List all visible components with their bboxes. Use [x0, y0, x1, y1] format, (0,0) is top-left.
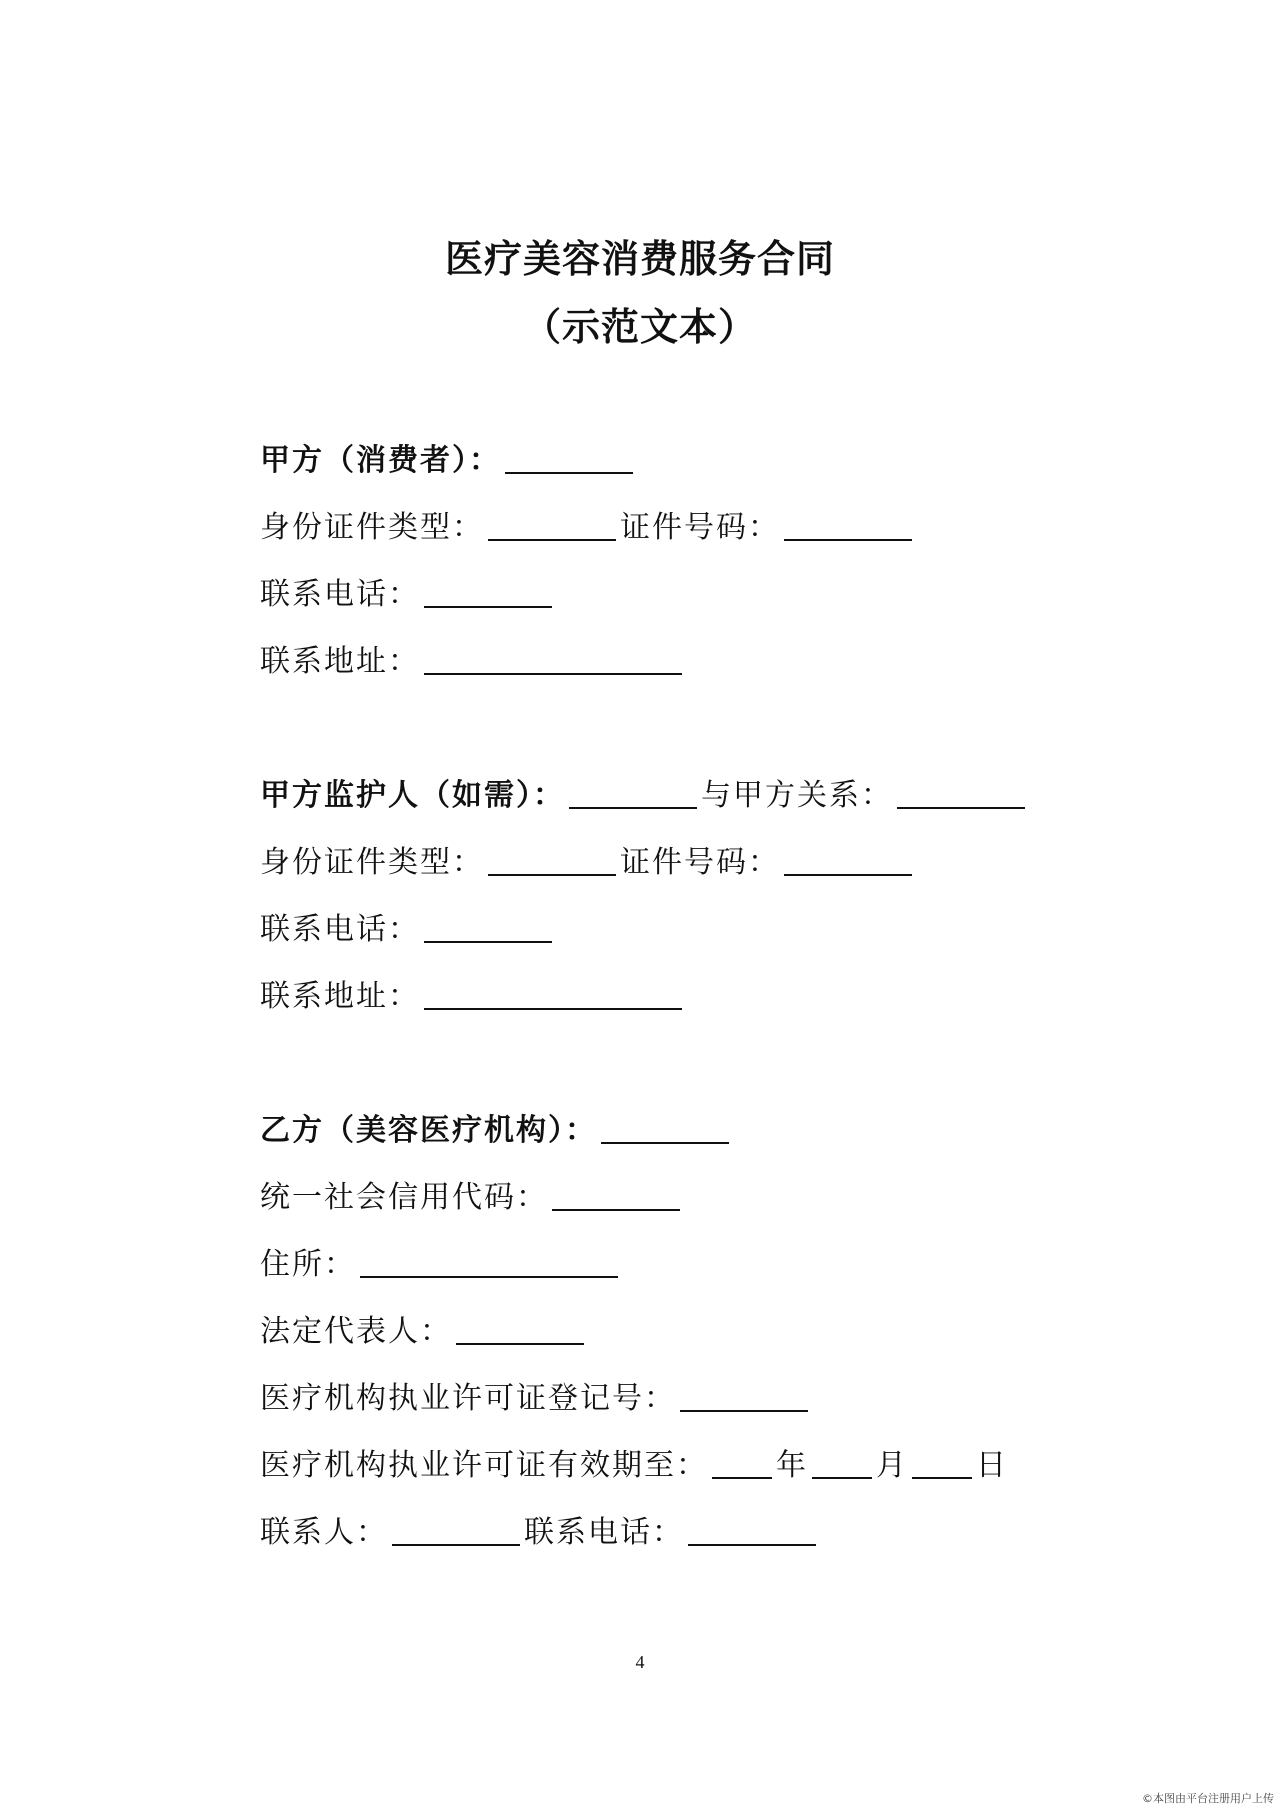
party-b-credit-blank — [552, 1179, 680, 1211]
guardian-line — [260, 773, 1029, 813]
party-b-contact-phone-blank — [688, 1514, 816, 1546]
upload-watermark: ©本图由平台注册用户上传 — [1142, 1792, 1274, 1805]
party-a-id-number-blank — [784, 509, 912, 541]
guardian-phone-line — [260, 907, 556, 947]
party-a-address-blank — [424, 643, 682, 675]
guardian-id-type-blank — [488, 844, 616, 876]
party-a-id-line — [260, 505, 916, 545]
year-blank — [712, 1447, 772, 1479]
guardian-relation-blank — [897, 777, 1025, 809]
month-label: 月 — [876, 1448, 908, 1483]
day-blank — [912, 1447, 972, 1479]
party-b-contact-label: 联系人： — [260, 1515, 388, 1550]
party-b-license-no-label: 医疗机构执业许可证登记号： — [260, 1381, 676, 1416]
year-label: 年 — [776, 1448, 808, 1483]
guardian-address-blank — [424, 978, 682, 1010]
guardian-heading: 甲方监护人（如需）： — [260, 778, 565, 813]
month-blank — [812, 1447, 872, 1479]
party-b-residence-line — [260, 1242, 622, 1282]
guardian-id-type-label: 身份证件类型： — [260, 845, 484, 880]
party-b-contact-line — [260, 1510, 820, 1550]
party-b-contact-blank — [392, 1514, 520, 1546]
party-a-name-blank — [505, 442, 633, 474]
day-label: 日 — [976, 1448, 1008, 1483]
party-a-line — [260, 438, 637, 478]
guardian-id-number-label: 证件号码： — [620, 845, 780, 880]
guardian-address-line — [260, 974, 686, 1014]
party-b-license-valid-line — [260, 1443, 1008, 1483]
party-b-credit-line — [260, 1175, 684, 1215]
party-a-address-label: 联系地址： — [260, 644, 420, 679]
party-a-heading: 甲方（消费者）： — [260, 443, 501, 478]
party-b-license-valid-label: 医疗机构执业许可证有效期至： — [260, 1448, 708, 1483]
party-a-phone-blank — [424, 576, 552, 608]
party-b-residence-blank — [360, 1246, 618, 1278]
guardian-relation-label: 与甲方关系： — [701, 778, 893, 813]
party-b-legal-rep-blank — [456, 1313, 584, 1345]
party-b-heading: 乙方（美容医疗机构）： — [260, 1113, 597, 1148]
party-b-residence-label: 住所： — [260, 1247, 356, 1282]
party-a-id-type-label: 身份证件类型： — [260, 510, 484, 545]
guardian-phone-blank — [424, 911, 552, 943]
document-subtitle: （示范文本） — [522, 305, 757, 349]
guardian-id-line — [260, 840, 916, 880]
party-a-address-line — [260, 639, 686, 679]
party-a-id-type-blank — [488, 509, 616, 541]
party-a-id-number-label: 证件号码： — [620, 510, 780, 545]
party-b-license-no-line — [260, 1376, 812, 1416]
party-a-phone-label: 联系电话： — [260, 577, 420, 612]
party-b-legal-rep-label: 法定代表人： — [260, 1314, 452, 1349]
party-a-phone-line — [260, 572, 556, 612]
party-b-license-no-blank — [680, 1380, 808, 1412]
document-title: 医疗美容消费服务合同 — [444, 237, 835, 281]
party-b-credit-label: 统一社会信用代码： — [260, 1180, 548, 1215]
party-b-legal-rep-line — [260, 1309, 588, 1349]
party-b-line — [260, 1108, 733, 1148]
guardian-name-blank — [569, 777, 697, 809]
party-b-name-blank — [601, 1112, 729, 1144]
guardian-phone-label: 联系电话： — [260, 912, 420, 947]
party-b-contact-phone-label: 联系电话： — [524, 1515, 684, 1550]
guardian-address-label: 联系地址： — [260, 979, 420, 1014]
guardian-id-number-blank — [784, 844, 912, 876]
page-number: 4 — [635, 1652, 645, 1672]
